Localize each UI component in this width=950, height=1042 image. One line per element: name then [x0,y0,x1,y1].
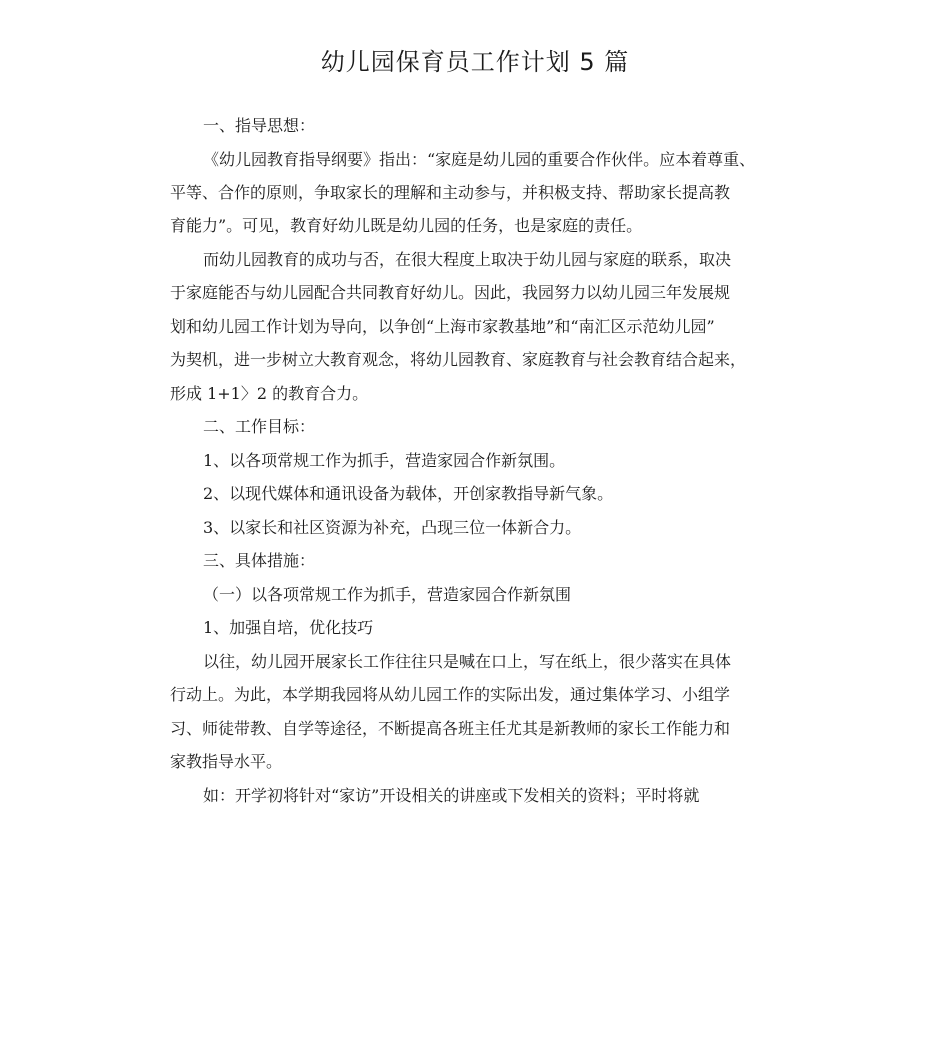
paragraph-line: 行动上。为此，本学期我园将从幼儿园工作的实际出发，通过集体学习、小组学 [170,685,731,704]
paragraph-line: 划和幼儿园工作计划为导向，以争创“上海市家教基地”和“南汇区示范幼儿园” [170,317,715,336]
subsection-heading: 1、加强自培，优化技巧 [203,618,374,637]
paragraph-line: 家教指导水平。 [170,752,283,771]
paragraph-line: 《幼儿园教育指导纲要》指出：“家庭是幼儿园的重要合作伙伴。应本着尊重、 [203,150,756,169]
section-heading-work-goals: 二、工作目标： [203,417,316,436]
paragraph-line: 于家庭能否与幼儿园配合共同教育好幼儿。因此，我园努力以幼儿园三年发展规 [170,283,731,302]
section-heading-measures: 三、具体措施： [203,551,316,570]
paragraph-line: 形成 1+1〉2 的教育合力。 [170,384,369,403]
document-title: 幼儿园保育员工作计划 5 篇 [320,48,630,76]
paragraph-line: 而幼儿园教育的成功与否，在很大程度上取决于幼儿园与家庭的联系，取决 [203,250,732,269]
section-heading-guiding-thought: 一、指导思想： [203,116,316,135]
paragraph-line: 育能力”。可见，教育好幼儿既是幼儿园的任务，也是家庭的责任。 [170,216,643,235]
paragraph-line: 平等、合作的原则，争取家长的理解和主动参与，并积极支持、帮助家长提高教 [170,183,731,202]
list-item: 1、以各项常规工作为抓手，营造家园合作新氛围。 [203,451,566,470]
paragraph-line: 以往，幼儿园开展家长工作往往只是喊在口上，写在纸上，很少落实在具体 [203,652,732,671]
subsection-heading: （一）以各项常规工作为抓手，营造家园合作新氛围 [203,585,572,604]
paragraph-line: 习、师徒带教、自学等途径，不断提高各班主任尤其是新教师的家长工作能力和 [170,719,731,738]
paragraph-line: 为契机，进一步树立大教育观念，将幼儿园教育、家庭教育与社会教育结合起来， [170,350,747,369]
paragraph-line: 如：开学初将针对“家访”开设相关的讲座或下发相关的资料；平时将就 [203,786,700,805]
list-item: 2、以现代媒体和通讯设备为载体，开创家教指导新气象。 [203,484,614,503]
list-item: 3、以家长和社区资源为补充，凸现三位一体新合力。 [203,518,582,537]
